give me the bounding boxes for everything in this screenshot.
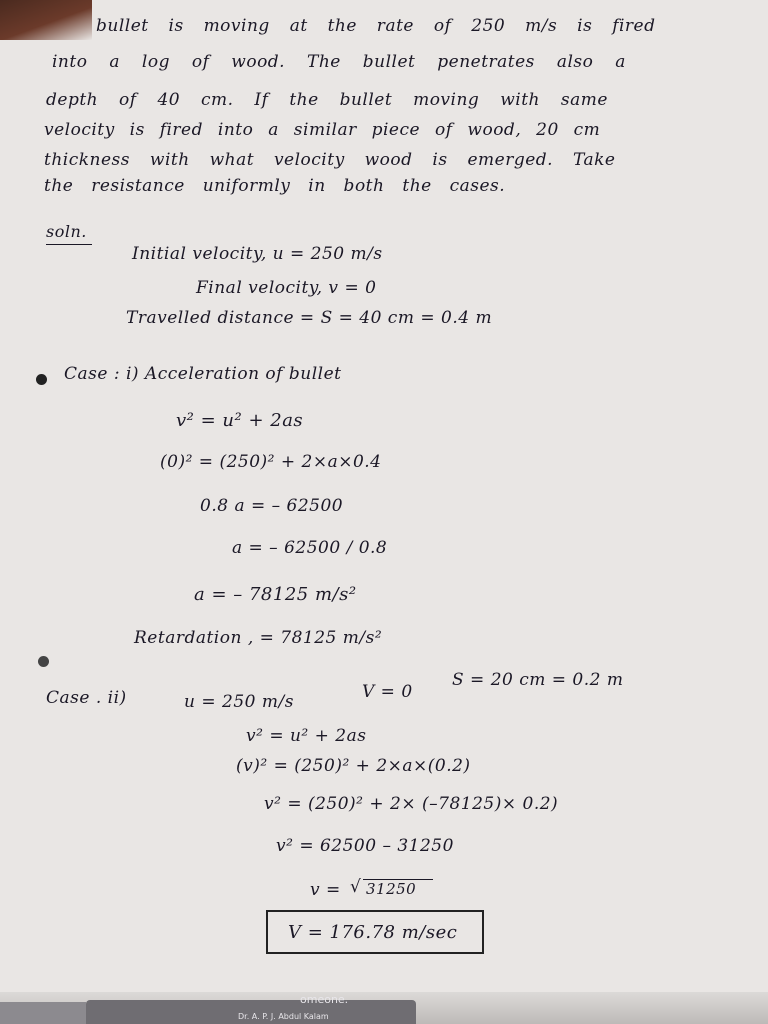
given-final-velocity: Final velocity, v = 0 (196, 278, 377, 298)
question-line-3: depth of 40 cm. If the bullet moving with same (46, 90, 608, 110)
question-line-5: thickness with what velocity wood is emerged. Take (44, 150, 616, 170)
given-initial-velocity: Initial velocity, u = 250 m/s (132, 244, 383, 264)
case2-bullet (38, 656, 49, 667)
case1-retardation: Retardation , = 78125 m/s² (134, 628, 383, 648)
question-line-1: bullet is moving at the rate of 250 m/s is fired (96, 16, 656, 36)
sqrt-symbol: √ (350, 877, 362, 897)
page-corner-shadow (0, 0, 92, 40)
case2-given-u: u = 250 m/s (184, 692, 294, 712)
book-author: Dr. A. P. J. Abdul Kalam (238, 1012, 329, 1021)
question-line-6: the resistance uniformly in both the cases. (44, 176, 506, 196)
case2-step-3: v² = (250)² + 2× (–78125)× 0.2) (264, 794, 559, 814)
book-underneath (0, 992, 768, 1024)
answer-box (266, 910, 484, 954)
book-edge (0, 1002, 86, 1024)
case1-label: Case : i) Acceleration of bullet (64, 364, 342, 384)
case1-step-2: (0)² = (250)² + 2×a×0.4 (160, 452, 382, 472)
case1-step-4: a = – 62500 / 0.8 (232, 538, 388, 558)
case2-sqrt-value: 31250 (366, 880, 417, 898)
question-line-4: velocity is fired into a similar piece of wood, 20 cm (44, 120, 601, 140)
case2-given-v: V = 0 (362, 682, 413, 702)
solution-heading: soln. (46, 222, 87, 241)
case1-step-5: a = – 78125 m/s² (194, 584, 357, 605)
final-answer: V = 176.78 m/sec (288, 922, 458, 943)
case2-given-s: S = 20 cm = 0.2 m (452, 670, 624, 690)
case2-sqrt-prefix: v = (310, 880, 341, 900)
case1-step-3: 0.8 a = – 62500 (200, 496, 344, 516)
case2-label: Case . ii) (46, 688, 127, 708)
question-line-2: into a log of wood. The bullet penetrates also a (52, 52, 626, 72)
case2-step-4: v² = 62500 – 31250 (276, 836, 454, 856)
case1-step-1: v² = u² + 2as (176, 410, 304, 431)
book-title-fragment: omeone. (300, 993, 349, 1006)
given-distance: Travelled distance = S = 40 cm = 0.4 m (126, 308, 493, 328)
case1-bullet (36, 374, 47, 385)
case2-step-2: (v)² = (250)² + 2×a×(0.2) (236, 756, 471, 776)
case2-step-1: v² = u² + 2as (246, 726, 367, 746)
solution-heading-underline (46, 244, 92, 245)
